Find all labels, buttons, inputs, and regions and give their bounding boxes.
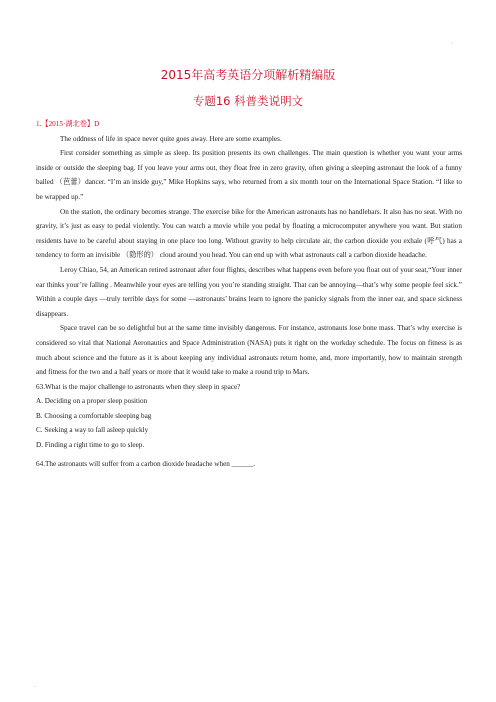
page-subtitle: 专题16 科普类说明文 bbox=[192, 94, 304, 108]
question-63-stem: 63.What is the major challenge to astronauts when they sleep in space? bbox=[36, 382, 241, 391]
page-title: 2015年高考英语分项解析精编版 bbox=[160, 68, 336, 82]
page-corner-dot-top: · bbox=[451, 40, 454, 48]
question-63-option-c: C. Seeking a way to fall asleep quickly bbox=[36, 426, 149, 435]
question-63-option-d: D. Finding a right time to go to sleep. bbox=[36, 441, 145, 450]
page-corner-dot-bottom: · bbox=[34, 683, 37, 691]
paragraph-1: The oddness of life in space never quite goes away. Here are some examples. bbox=[60, 134, 282, 143]
question-64-stem: 64.The astronauts will suffer from a carbon dioxide headache when ______. bbox=[36, 459, 256, 468]
document-body bbox=[36, 117, 462, 471]
source-label: 1.【2015·湖北卷】D bbox=[36, 120, 100, 128]
question-63-option-b: B. Choosing a comfortable sleeping bag bbox=[36, 411, 152, 420]
paragraph-2: First consider something as simple as sleep. Its position presents its own challenges. The main question is whether you want your arms inside or outside the sleeping bag. If you leave your arms out, they float free in zero gravity, often giving a sleeping astronaut the look of a funny balled （芭蕾）dancer. “I’m an inside guy,” Mike Hopkins says, who returned from a six month tour on the International Space Station. “I like to be wrapped up.” bbox=[36, 149, 462, 201]
paragraph-5: Space travel can be so delightful but at the same time invisibly dangerous. For instance, astronauts lose bone mass. That’s why exercise is considered so vital that National Aeronautics and Space Administration (NASA) puts it right on the workday schedule. The focus on fitness is as much about science and the future as it is about keeping any individual astronauts return home, and, more importantly, how to maintain strength and fitness for the two and a half years or more that it would take to make a round trip to Mars. bbox=[36, 324, 462, 377]
paragraph-4: Leroy Chiao, 54, an American retired astronaut after four flights, describes what happens even before you float out of your seat,“Your inner ear thinks your’re falling . Meanwhile your eyes are telling you you’re standing straight. That can be annoying—that’s why some people feel sick.” Within a couple days —truly terrible days for some —astronauts’ brains learn to ignore the panicky signals from the inner ear, and space sickness disappears. bbox=[36, 265, 462, 318]
paragraph-3: On the station, the ordinary becomes strange. The exercise bike for the American astronauts has no handlebars. It also has no seat. With no gravity, it’s just as easy to pedal violently. You can watch a movie while you pedal by floating a microcomputer anywhere you want. But station residents have to be careful about staying in one place too long. Without gravity to help circulate air, the carbon dioxide you exhale (呼气) has a tendency to form an invisible （隐形的） cloud around you head. You can end up with what astronauts call a carbon dioxide headache. bbox=[36, 207, 462, 260]
question-63-option-a: A. Deciding on a proper sleep position bbox=[36, 397, 148, 406]
